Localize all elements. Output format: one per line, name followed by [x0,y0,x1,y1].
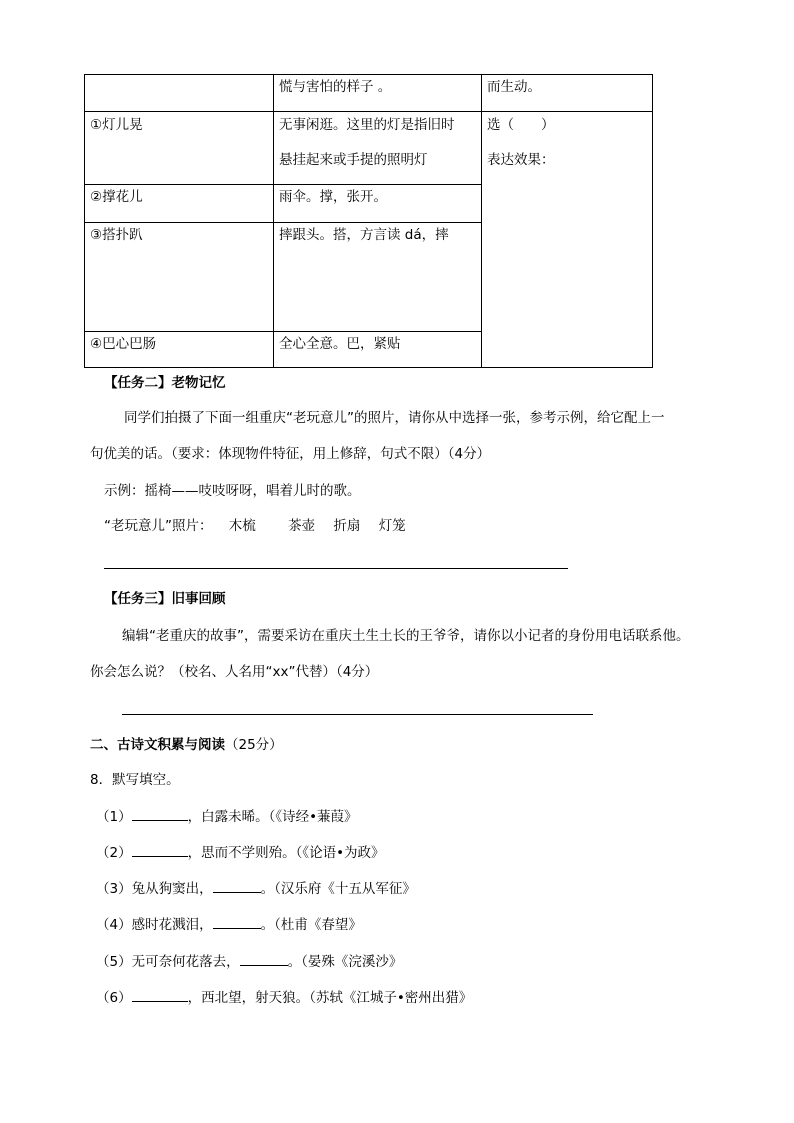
photo-item: 灯笼 [378,518,406,534]
vocab-table [84,74,653,368]
effect-label: 表达效果： [487,152,555,168]
fill-item [96,841,385,861]
fill-item [96,950,402,970]
task2-example: 示例：摇椅——吱吱呀呀，唱着儿时的歌。 [104,483,361,499]
section-score: （25分） [225,737,283,753]
select-label: 选（ ） [487,117,555,133]
item-text: 。（汉乐府《十五从军征》 [260,881,416,897]
task2-prompt-cont: 句优美的话。（要求：体现物件特征，用上修辞，句式不限）（4分） [90,446,491,462]
fill-blank[interactable] [132,842,188,857]
item-number: （5） [96,954,132,970]
table-row [85,112,653,185]
fill-blank[interactable] [132,987,188,1002]
term-cell: ③搭扑趴 [85,223,274,332]
choice-cell [482,112,653,368]
fill-blank[interactable] [213,914,261,929]
item-text: 兔从狗窦出， [131,881,213,897]
item-text: 。（晏殊《浣溪沙》 [287,954,403,970]
fill-item [96,805,358,825]
item-number: （4） [96,917,132,933]
item-text: ，思而不学则殆。（《论语•为政》 [187,845,385,861]
photo-item: 折扇 [333,518,361,534]
fill-blank[interactable] [240,951,288,966]
meaning-line: 悬挂起来或手提的照明灯 [279,152,428,168]
section2-heading [90,733,283,753]
photos-label: “老玩意儿”照片： [104,518,213,534]
answer-line[interactable] [122,714,593,715]
meaning-cell: 雨伞。撑，张开。 [274,185,482,223]
fill-item [96,986,472,1006]
task3-prompt: 编辑“老重庆的故事”，需要采访在重庆土生土长的王爷爷，请你以小记者的身份用电话联系他。 [122,628,690,644]
table-cell-empty [85,75,274,112]
task3-prompt-cont: 你会怎么说？（校名、人名用“xx”代替）（4分） [90,664,379,680]
item-text: 感时花溅泪， [131,917,213,933]
task2-heading: 【任务二】老物记忆 [104,375,226,391]
fill-blank[interactable] [213,878,261,893]
meaning-cell: 摔跟头。搭，方言读 dá，摔 [274,223,482,332]
fill-blank[interactable] [132,806,188,821]
task2-prompt: 同学们拍摄了下面一组重庆“老玩意儿”的照片，请你从中选择一张，参考示例，给它配上一 [124,410,665,426]
answer-line[interactable] [104,568,568,569]
item-number: （1） [96,809,132,825]
meaning-cell [274,112,482,185]
task3-heading: 【任务三】旧事回顾 [104,591,226,607]
item-number: （6） [96,990,132,1006]
fill-item [96,913,362,933]
table-row [85,75,653,112]
meaning-cell: 全心全意。巴，紧贴 [274,332,482,368]
item-text: ，西北望，射天狼。（苏轼《江城子•密州出猎》 [187,990,473,1006]
term-cell: ②撑花儿 [85,185,274,223]
photo-item: 木梳 [228,518,256,534]
item-number: （3） [96,881,132,897]
item-text: ，白露未晞。（《诗经•蒹葭》 [187,809,358,825]
term-cell: ④巴心巴肠 [85,332,274,368]
table-cell: 而生动。 [482,75,653,112]
item-text: 无可奈何花落去， [131,954,240,970]
photo-item: 茶壶 [288,518,316,534]
meaning-line: 无事闲逛。这里的灯是指旧时 [279,117,455,133]
task2-photos [104,514,406,534]
table-cell: 慌与害怕的样子 。 [274,75,482,112]
item-number: （2） [96,845,132,861]
fill-item [96,877,416,897]
term-cell: ①灯儿晃 [85,112,274,185]
item-text: 。（杜甫《春望》 [260,917,362,933]
section-title: 二、古诗文积累与阅读 [90,737,225,753]
q8-title: 8．默写填空。 [90,772,180,788]
